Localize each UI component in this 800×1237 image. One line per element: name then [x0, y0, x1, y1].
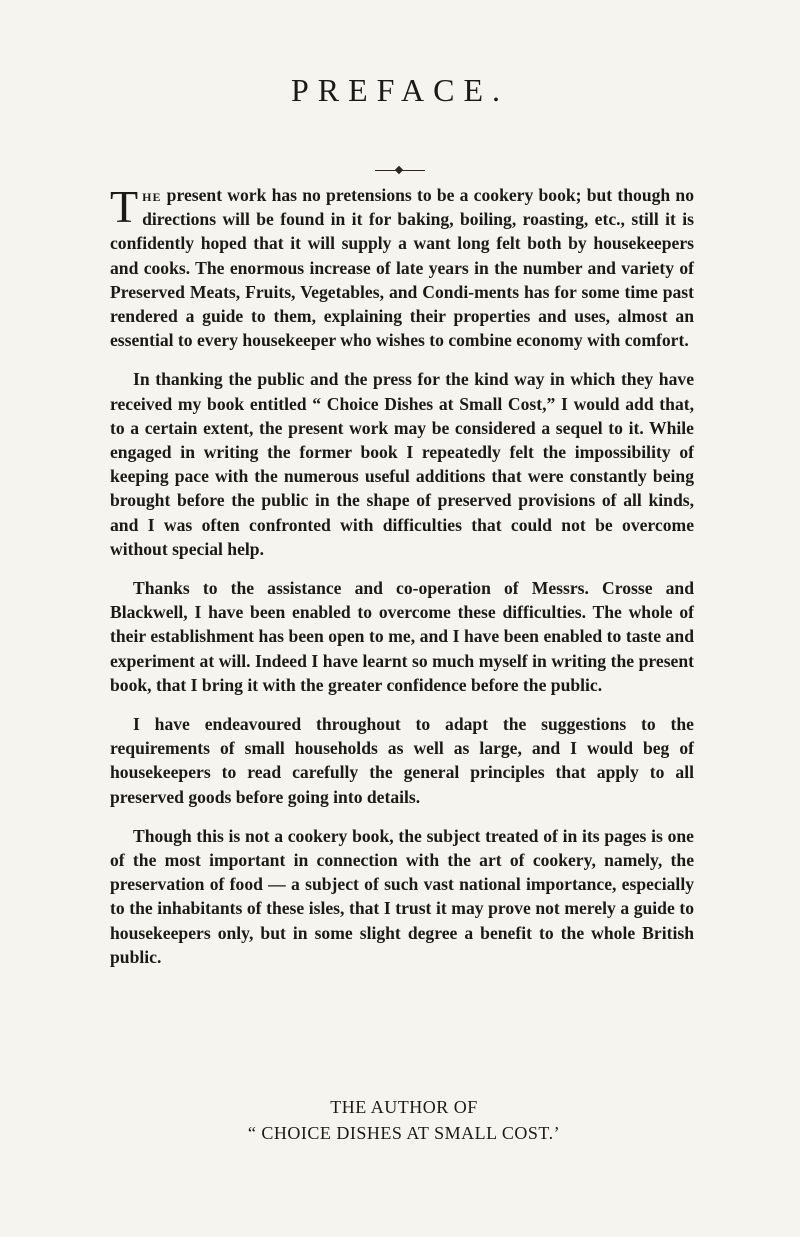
drop-cap: T [110, 181, 139, 232]
signature-line-2: “ CHOICE DISHES AT SMALL COST.’ [247, 1123, 561, 1143]
paragraph-4: I have endeavoured throughout to adapt the suggestions to the requirements of small households as well as large, and I would beg of housekeepers to read carefully the general principles that apply to all preserved goods before going into details. [110, 714, 694, 807]
diamond-icon [395, 166, 403, 174]
paragraph-2: In thanking the public and the press for the kind way in which they have received my book entitled “ Choice Dishes at Small Cost,” I would add that, to a certain extent, the present work may be considered a sequel to it. While engaged in writing the former book I repeatedly felt the impossibility of keeping pace with the numerous useful additions that were constantly being brought before the public in the shape of preserved provisions of all kinds, and I was often confronted with difficulties that could not be overcome without special help. [110, 369, 694, 559]
paragraph-3: Thanks to the assistance and co-operation of Messrs. Crosse and Blackwell, I have been enabled to overcome these difficulties. The whole of their establishment has been open to me, and I have been enabled to taste and experiment at will. Indeed I have learnt so much myself in writing the present book, that I bring it with the greater confidence before the public. [110, 578, 694, 695]
signature-line-1: THE AUTHOR OF [330, 1097, 478, 1117]
ornament-divider-icon [375, 168, 425, 174]
paragraph-1-text: present work has no pretensions to be a cookery book; but though no directions will be found in it for baking, boiling, roasting, etc., still it is confidently hoped that it will supply a want long felt both by housekeepers and cooks. The enormous increase of late years in the number and variety of Preserved Meats, Fruits, Vegetables, and Condi-ments has for some time past rendered a guide to them, explaining their properties and uses, almost an essential to every housekeeper who wishes to combine economy with comfort. [110, 185, 694, 351]
paragraph-5: Though this is not a cookery book, the subject treated of in its pages is one of the most important in connection with the art of cookery, namely, the preservation of food — a subject of such vast national importance, especially to the inhabitants of these isles, that I trust it may prove not merely a guide to housekeepers only, but in some slight degree a benefit to the whole British public. [110, 825, 694, 967]
author-signature [0, 1094, 800, 1146]
paragraph-1-lead: he [142, 185, 162, 205]
paragraph-1 [110, 183, 694, 352]
page-title: PREFACE. [290, 72, 510, 108]
preface-body [110, 183, 694, 984]
